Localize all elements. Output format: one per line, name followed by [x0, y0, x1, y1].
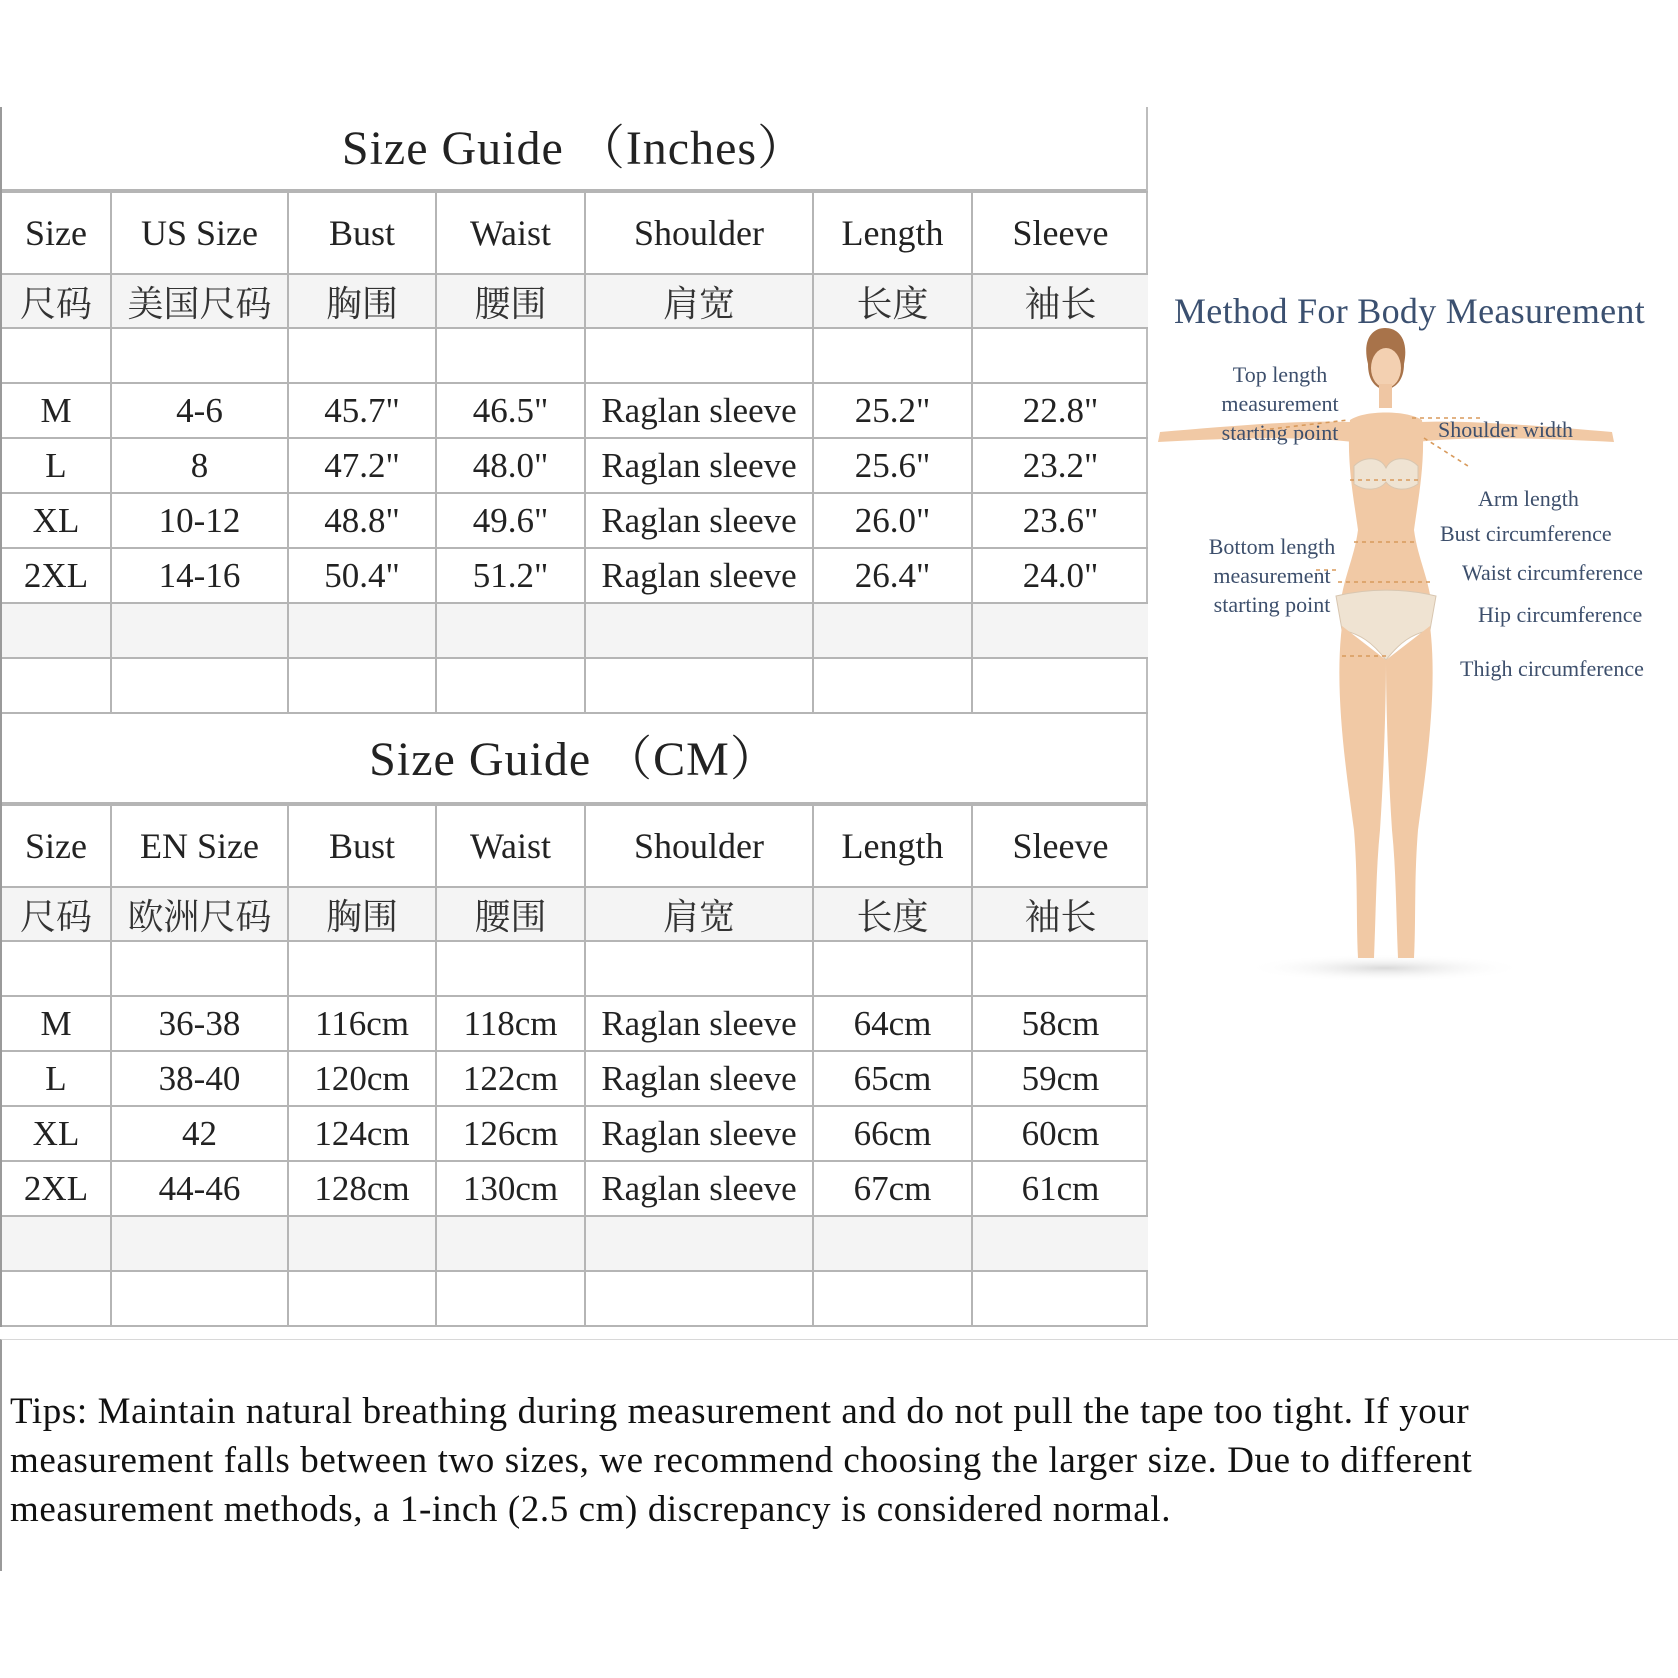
empty-row-cell	[288, 1271, 436, 1326]
header-row-cell: Size	[2, 805, 111, 887]
tips-text: Tips: Maintain natural breathing during measurement and do not pull the tape too tight. If your measurement falls between two sizes, we recommend choosing the larger size. Due to different measurement methods, a 1-inch (2.5 cm) discrepancy is considered normal.	[10, 1391, 1473, 1530]
table-cell: 51.2"	[436, 548, 585, 603]
table-cell: 48.8"	[288, 493, 436, 548]
table-cell: 59cm	[972, 1051, 1148, 1106]
empty-row-cell	[813, 603, 972, 658]
header-row-cell: Length	[813, 192, 972, 274]
table-cell: 130cm	[436, 1161, 585, 1216]
table-cell: 116cm	[288, 996, 436, 1051]
empty-row-cell	[585, 941, 813, 996]
table-cell: Raglan sleeve	[585, 996, 813, 1051]
table-row	[2, 996, 1148, 1051]
table-cell: 120cm	[288, 1051, 436, 1106]
table-cell: 44-46	[111, 1161, 288, 1216]
inches-size-table	[2, 191, 1148, 714]
table-cell: M	[2, 996, 111, 1051]
empty-row-cell	[111, 1216, 288, 1271]
table-cell: 23.2"	[972, 438, 1148, 493]
table-cell: Raglan sleeve	[585, 548, 813, 603]
empty-row-cell	[2, 1216, 111, 1271]
empty-row-cell	[2, 658, 111, 713]
header-row-chinese-cell: 肩宽	[585, 887, 813, 941]
table-cell: 24.0"	[972, 548, 1148, 603]
header-row-cell: Waist	[436, 805, 585, 887]
empty-row-cell	[972, 1271, 1148, 1326]
empty-row	[2, 941, 1148, 996]
empty-row-cell	[288, 328, 436, 383]
empty-row-cell	[111, 658, 288, 713]
empty-row-cell	[813, 1271, 972, 1326]
header-row-chinese-cell: 袖长	[972, 274, 1148, 328]
table-cell: 61cm	[972, 1161, 1148, 1216]
header-row-cell: EN Size	[111, 805, 288, 887]
empty-row-cell	[288, 658, 436, 713]
cm-table-title: Size Guide （CM）	[2, 714, 1146, 804]
empty-row-cell	[436, 1216, 585, 1271]
header-row-cell: Shoulder	[585, 192, 813, 274]
header-row-cell: Size	[2, 192, 111, 274]
table-cell: Raglan sleeve	[585, 1106, 813, 1161]
header-row-chinese-cell: 长度	[813, 274, 972, 328]
table-cell: 10-12	[111, 493, 288, 548]
table-cell: 2XL	[2, 548, 111, 603]
header-row-chinese-cell: 长度	[813, 887, 972, 941]
table-cell: 48.0"	[436, 438, 585, 493]
size-tables	[0, 107, 1148, 1327]
header-row-cell: Sleeve	[972, 805, 1148, 887]
table-row	[2, 493, 1148, 548]
table-cell: 128cm	[288, 1161, 436, 1216]
table-cell: 22.8"	[972, 383, 1148, 438]
empty-row-cell	[2, 328, 111, 383]
empty-row-cell	[972, 328, 1148, 383]
table-row	[2, 1161, 1148, 1216]
table-cell: 47.2"	[288, 438, 436, 493]
table-cell: 124cm	[288, 1106, 436, 1161]
table-cell: XL	[2, 493, 111, 548]
empty-row-cell	[813, 658, 972, 713]
header-row-chinese-cell: 欧洲尺码	[111, 887, 288, 941]
table-cell: 2XL	[2, 1161, 111, 1216]
table-cell: 46.5"	[436, 383, 585, 438]
table-cell: 126cm	[436, 1106, 585, 1161]
table-cell: 42	[111, 1106, 288, 1161]
arm-length-label: Arm length	[1478, 486, 1579, 511]
table-cell: 8	[111, 438, 288, 493]
empty-row-cell	[972, 603, 1148, 658]
empty-row-cell	[2, 603, 111, 658]
table-cell: 67cm	[813, 1161, 972, 1216]
header-row-chinese-cell: 尺码	[2, 274, 111, 328]
empty-row-cell	[813, 941, 972, 996]
header-row-cell: Bust	[288, 805, 436, 887]
table-cell: 65cm	[813, 1051, 972, 1106]
empty-row	[2, 658, 1148, 713]
empty-row-cell	[972, 1216, 1148, 1271]
empty-row-cell	[813, 1216, 972, 1271]
header-row-chinese-cell: 胸围	[288, 887, 436, 941]
table-cell: Raglan sleeve	[585, 438, 813, 493]
table-cell: 64cm	[813, 996, 972, 1051]
bust-circumference-label: Bust circumference	[1440, 521, 1612, 546]
header-row-chinese	[2, 887, 1148, 941]
empty-row	[2, 603, 1148, 658]
inches-table-title: Size Guide （Inches）	[2, 107, 1146, 191]
table-cell: Raglan sleeve	[585, 1161, 813, 1216]
header-row	[2, 805, 1148, 887]
hip-circumference-label: Hip circumference	[1478, 602, 1643, 627]
empty-row-cell	[2, 1271, 111, 1326]
empty-row-cell	[436, 658, 585, 713]
header-row-cell: Waist	[436, 192, 585, 274]
table-cell: 49.6"	[436, 493, 585, 548]
table-cell: 26.0"	[813, 493, 972, 548]
table-cell: 50.4"	[288, 548, 436, 603]
table-cell: M	[2, 383, 111, 438]
table-cell: 60cm	[972, 1106, 1148, 1161]
empty-row-cell	[436, 603, 585, 658]
header-row-cell: Length	[813, 805, 972, 887]
empty-row-cell	[436, 941, 585, 996]
header-row	[2, 192, 1148, 274]
bottom-length-label: Bottom length measurement starting point	[1208, 534, 1336, 617]
table-cell: 25.6"	[813, 438, 972, 493]
header-row-chinese-cell: 腰围	[436, 887, 585, 941]
body-measurement-panel	[1150, 270, 1678, 1010]
table-cell: 58cm	[972, 996, 1148, 1051]
header-row-chinese-cell: 胸围	[288, 274, 436, 328]
empty-row-cell	[585, 658, 813, 713]
table-cell: 4-6	[111, 383, 288, 438]
table-cell: XL	[2, 1106, 111, 1161]
table-cell: 14-16	[111, 548, 288, 603]
table-cell: 66cm	[813, 1106, 972, 1161]
empty-row	[2, 1216, 1148, 1271]
tips-section	[0, 1339, 1678, 1571]
table-cell: 25.2"	[813, 383, 972, 438]
waist-circumference-label: Waist circumference	[1462, 560, 1643, 585]
header-row-chinese-cell: 腰围	[436, 274, 585, 328]
empty-row-cell	[288, 603, 436, 658]
empty-row-cell	[972, 658, 1148, 713]
header-row-cell: Shoulder	[585, 805, 813, 887]
empty-row-cell	[2, 941, 111, 996]
empty-row-cell	[585, 328, 813, 383]
shoulder-width-label: Shoulder width	[1438, 417, 1574, 442]
header-row-chinese-cell: 肩宽	[585, 274, 813, 328]
empty-row-cell	[436, 328, 585, 383]
empty-row-cell	[585, 1271, 813, 1326]
header-row-chinese-cell: 尺码	[2, 887, 111, 941]
table-cell: 45.7"	[288, 383, 436, 438]
empty-row	[2, 1271, 1148, 1326]
empty-row-cell	[585, 603, 813, 658]
header-row-chinese	[2, 274, 1148, 328]
table-cell: 38-40	[111, 1051, 288, 1106]
measurement-title: Method For Body Measurement	[1174, 291, 1646, 331]
cm-size-table	[2, 804, 1148, 1327]
table-row	[2, 438, 1148, 493]
table-cell: 23.6"	[972, 493, 1148, 548]
empty-row-cell	[585, 1216, 813, 1271]
header-row-chinese-cell: 美国尺码	[111, 274, 288, 328]
empty-row-cell	[288, 1216, 436, 1271]
table-cell: Raglan sleeve	[585, 1051, 813, 1106]
empty-row-cell	[111, 603, 288, 658]
empty-row-cell	[111, 328, 288, 383]
header-row-cell: Sleeve	[972, 192, 1148, 274]
empty-row-cell	[111, 941, 288, 996]
empty-row-cell	[972, 941, 1148, 996]
table-cell: Raglan sleeve	[585, 493, 813, 548]
empty-row-cell	[288, 941, 436, 996]
top-length-label: Top length measurement starting point	[1221, 362, 1339, 445]
empty-row	[2, 328, 1148, 383]
table-cell: 118cm	[436, 996, 585, 1051]
empty-row-cell	[436, 1271, 585, 1326]
empty-row-cell	[111, 1271, 288, 1326]
header-row-cell: Bust	[288, 192, 436, 274]
table-row	[2, 548, 1148, 603]
table-cell: 122cm	[436, 1051, 585, 1106]
table-row	[2, 1051, 1148, 1106]
table-cell: 36-38	[111, 996, 288, 1051]
table-cell: Raglan sleeve	[585, 383, 813, 438]
thigh-circumference-label: Thigh circumference	[1460, 656, 1644, 681]
table-cell: L	[2, 438, 111, 493]
table-cell: 26.4"	[813, 548, 972, 603]
table-cell: L	[2, 1051, 111, 1106]
empty-row-cell	[813, 328, 972, 383]
header-row-cell: US Size	[111, 192, 288, 274]
header-row-chinese-cell: 袖长	[972, 887, 1148, 941]
table-row	[2, 383, 1148, 438]
table-row	[2, 1106, 1148, 1161]
